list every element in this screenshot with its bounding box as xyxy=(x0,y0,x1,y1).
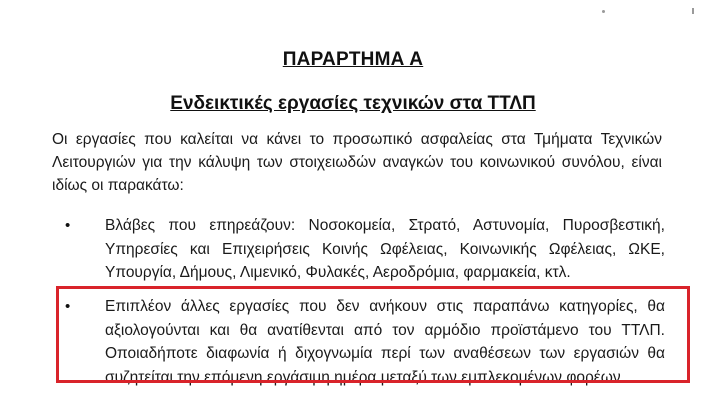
page-title: ΠΑΡΑΡΤΗΜΑ Α xyxy=(282,49,424,70)
bullet-icon: • xyxy=(65,298,71,315)
scan-speck xyxy=(692,8,694,14)
list-item-text: Επιπλέον άλλες εργασίες που δεν ανήκουν στις παραπάνω κατηγορίες, θα αξιολογούνται και θα ανατίθενται από τον αρμόδιο προϊστάμενο του ΤΤΛΠ. Οποιαδήποτε διαφωνία ή διχογνωμία περί των αναθέσεων των εργασιών θα συζητείται την επόμενη εργάσιμη ημέρα μεταξύ των εμπλεκομένων φορέων xyxy=(105,298,665,386)
scan-speck xyxy=(602,10,605,13)
intro-paragraph: Οι εργασίες που καλείται να κάνει το προσωπικό ασφαλείας στα Τμήματα Τεχνικών Λειτουργιών για την κάλυψη των στοιχειωδών αναγκών του κοινωνικού συνόλου, είναι ιδίως οι παρακάτω: xyxy=(52,131,662,194)
highlight-box xyxy=(56,286,690,383)
page-subtitle: Ενδεικτικές εργασίες τεχνικών στα ΤΤΛΠ xyxy=(170,93,536,114)
list-item-text: Βλάβες που επηρεάζουν: Νοσοκομεία, Στρατό, Αστυνομία, Πυροσβεστική, Υπηρεσίες και Επιχειρήσεις Κοινής Ωφέλειας, Κοινωνικής Ωφέλειας, ΩΚΕ, Υπουργία, Δήμους, Λιμενικό, Φυλακές, Αεροδρόμια, φαρμακεία, κτλ. xyxy=(105,217,665,281)
bullet-icon: • xyxy=(65,217,71,234)
